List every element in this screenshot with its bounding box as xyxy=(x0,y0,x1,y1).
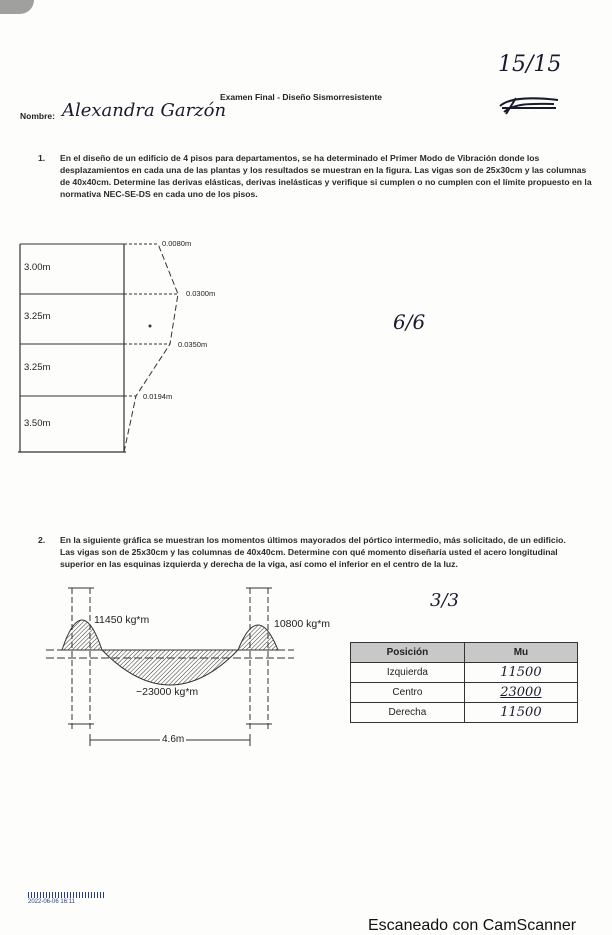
header-position: Posición xyxy=(351,643,465,663)
story-height-3: 3.25m xyxy=(24,362,51,373)
displacement-4: 0.0194m xyxy=(143,392,173,401)
displacement-2: 0.0300m xyxy=(186,289,216,298)
q2-moment-diagram xyxy=(40,580,300,750)
student-name: Alexandra Garzón xyxy=(62,100,227,121)
row-mu: 11500 xyxy=(464,663,577,683)
story-height-1: 3.00m xyxy=(24,262,51,273)
total-score: 15/15 xyxy=(498,52,562,77)
moment-left: 11450 kg*m xyxy=(94,614,150,626)
mode-shape xyxy=(124,244,178,452)
q2-number: 2. xyxy=(38,535,46,545)
q1-number: 1. xyxy=(38,153,46,163)
q2-text: En la siguiente gráfica se muestran los momentos últimos mayorados del pórtico intermedio, más solicitado, de un edificio. Las vigas son de 25x30cm y las columnas de 40x40cm. Determine con qué momento diseñaría usted el acero longitudinal superior en las esquinas izquierda y derecha de la viga, así como el inferior en el centro de la luz. xyxy=(60,535,566,569)
row-position: Derecha xyxy=(351,703,465,723)
q1-score: 6/6 xyxy=(393,310,426,334)
displacement-1: 0.0080m xyxy=(162,239,192,248)
q1-building-diagram xyxy=(18,236,268,458)
grade-scribble xyxy=(496,92,566,118)
row-position: Centro xyxy=(351,683,465,703)
span-length: 4.6m xyxy=(162,734,185,745)
moment-right: 10800 kg*m xyxy=(274,618,331,630)
story-height-4: 3.50m xyxy=(24,418,51,429)
row-mu: 23000 xyxy=(464,683,577,703)
barcode-text: 2022-06-06 16:11 xyxy=(28,899,75,905)
q1-text: En el diseño de un edificio de 4 pisos para departamentos, se ha determinado el Primer Modo de Vibración donde los desplazamientos en cada una de las plantas y los resultados se muestran en la figura. Las vigas son de 25x30cm y las columnas de 40x40cm. Determine las derivas elásticas, derivas inelásticas y verifique si cumplen o no cumplen con el límite propuesto en la normativa NEC-SE-DS en cada uno de los pisos. xyxy=(60,153,592,199)
row-position: Izquierda xyxy=(351,663,465,683)
table-row xyxy=(351,703,578,723)
story-height-2: 3.25m xyxy=(24,311,51,322)
table-header-row xyxy=(351,643,578,663)
displacement-3: 0.0350m xyxy=(178,340,208,349)
moment-center: −23000 kg*m xyxy=(136,686,199,698)
name-label: Nombre: xyxy=(20,111,55,121)
q2-score: 3/3 xyxy=(430,590,459,611)
table-row xyxy=(351,663,578,683)
header-mu: Mu xyxy=(464,643,577,663)
results-table xyxy=(350,642,578,723)
corner-smudge xyxy=(0,0,34,14)
exam-title: Examen Final - Diseño Sismorresistente xyxy=(220,92,383,102)
table-row xyxy=(351,683,578,703)
row-mu: 11500 xyxy=(464,703,577,723)
barcode xyxy=(28,892,106,898)
camscanner-watermark: Escaneado con CamScanner xyxy=(368,917,577,934)
